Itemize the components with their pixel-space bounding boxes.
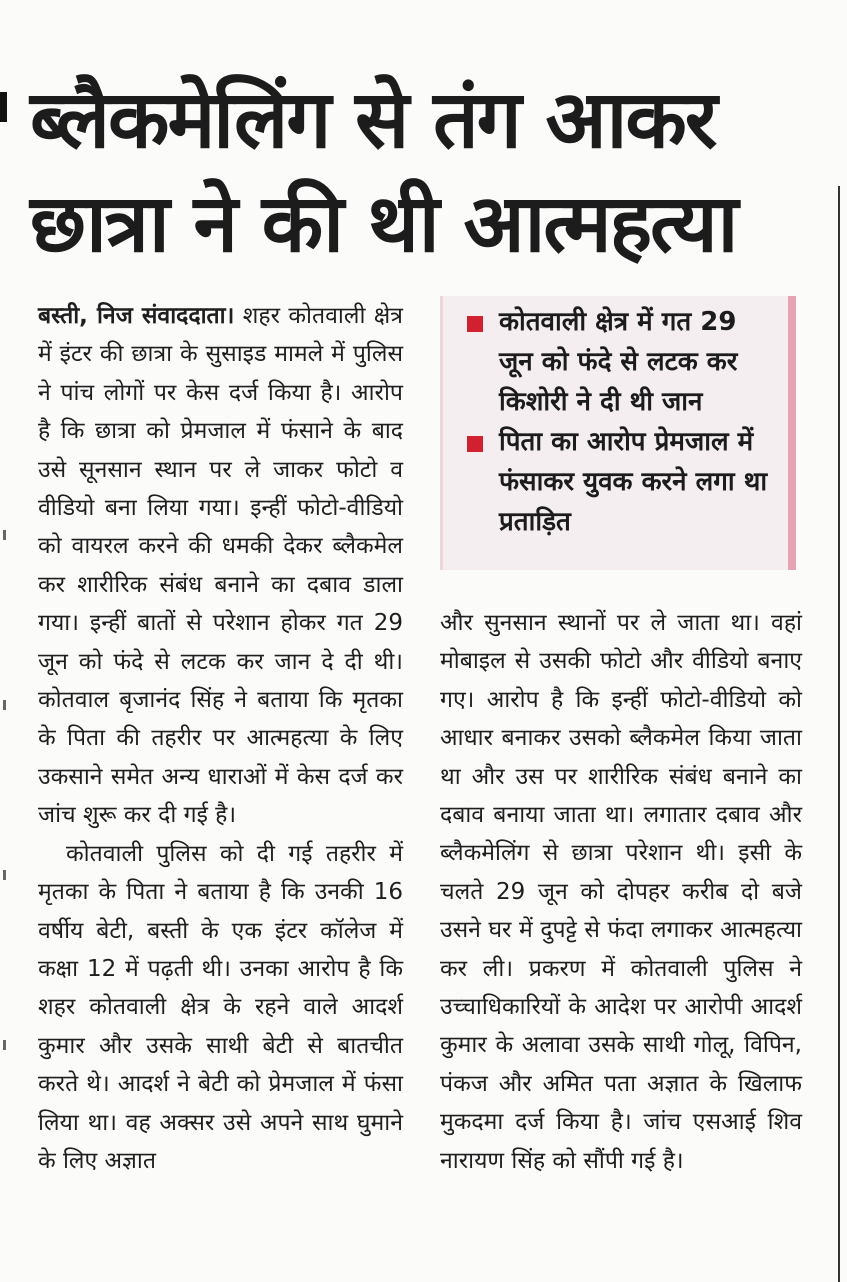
paragraph-2: कोतवाली पुलिस को दी गई तहरीर में मृतका के पिता ने बताया है कि उनकी 16 वर्षीय बेटी, बस्ती के एक इंटर कॉलेज में कक्षा 12 में पढ़ती थी। उनका आरोप है कि शहर कोतवाली क्षेत्र के रहने वाले आदर्श कुमार और उसके साथी बेटी से बातचीत करते थे। आदर्श ने बेटी को प्रेमजाल में फंसा लिया था। वह अक्सर उसे अपने साथ घुमाने के लिए अज्ञात	[38, 840, 403, 1174]
edge-tick	[3, 870, 6, 880]
paragraph-1	[38, 297, 403, 835]
article-column-left	[38, 297, 403, 1180]
square-bullet-icon	[467, 316, 483, 332]
highlight-item	[463, 422, 778, 542]
article-column-right	[440, 604, 802, 1180]
paragraph-1-text: शहर कोतवाली क्षेत्र में इंटर की छात्रा के सुसाइड मामले में पुलिस ने पांच लोगों पर केस दर्ज किया है। आरोप है कि छात्रा को प्रेमजाल में फंसाने के बाद उसे सूनसान स्थान पर ले जाकर फोटो व वीडियो बना लिया गया। इन्हीं फोटो-वीडियो को वायरल करने की धमकी देकर ब्लैकमेल कर शारीरिक संबंध बनाने का दबाव डाला गया। इन्हीं बातों से परेशान होकर गत 29 जून को फंदे से लटक कर जान दे दी थी। कोतवाल बृजानंद सिंह ने बताया कि मृतका के पिता की तहरीर पर आत्महत्या के लिए उकसाने समेत अन्य धाराओं में केस दर्ज कर जांच शुरू कर दी गई है।	[38, 303, 403, 829]
highlights-box	[440, 296, 796, 570]
square-bullet-icon	[467, 436, 483, 452]
highlight-text: पिता का आरोप प्रेमजाल में फंसाकर युवक करने लगा था प्रताड़ित	[499, 427, 768, 537]
column-divider-rule	[838, 186, 840, 1282]
headline: ब्लैकमेलिंग से तंग आकर छात्रा ने की थी आत्महत्या	[30, 73, 737, 270]
highlight-text: कोतवाली क्षेत्र में गत 29 जून को फंदे से लटक कर किशोरी ने दी थी जान	[499, 307, 738, 417]
column-edge-mark	[0, 92, 7, 122]
edge-tick	[3, 530, 6, 540]
edge-tick	[3, 1040, 6, 1050]
dateline: बस्ती, निज संवाददाता।	[38, 303, 235, 329]
edge-tick	[3, 700, 6, 710]
highlight-item	[463, 302, 778, 422]
paragraph-3: और सुनसान स्थानों पर ले जाता था। वहां मोबाइल से उसकी फोटो और वीडियो बनाए गए। आरोप है कि इन्हीं फोटो-वीडियो को आधार बनाकर उसको ब्लैकमेल किया जाता था और उस पर शारीरिक संबंध बनाने का दबाव बनाया जाता था। लगातार दबाव और ब्लैकमेलिंग से छात्रा परेशान थी। इसी के चलते 29 जून को दोपहर करीब दो बजे उसने घर में दुपट्टे से फंदा लगाकर आत्महत्या कर ली। प्रकरण में कोतवाली पुलिस ने उच्चाधिकारियों के आदेश पर आरोपी आदर्श कुमार के अलावा उसके साथी गोलू, विपिन, पंकज और अमित पता अज्ञात के खिलाफ मुकदमा दर्ज किया है। जांच एसआई शिव नारायण सिंह को सौंपी गई है।	[440, 610, 802, 1174]
